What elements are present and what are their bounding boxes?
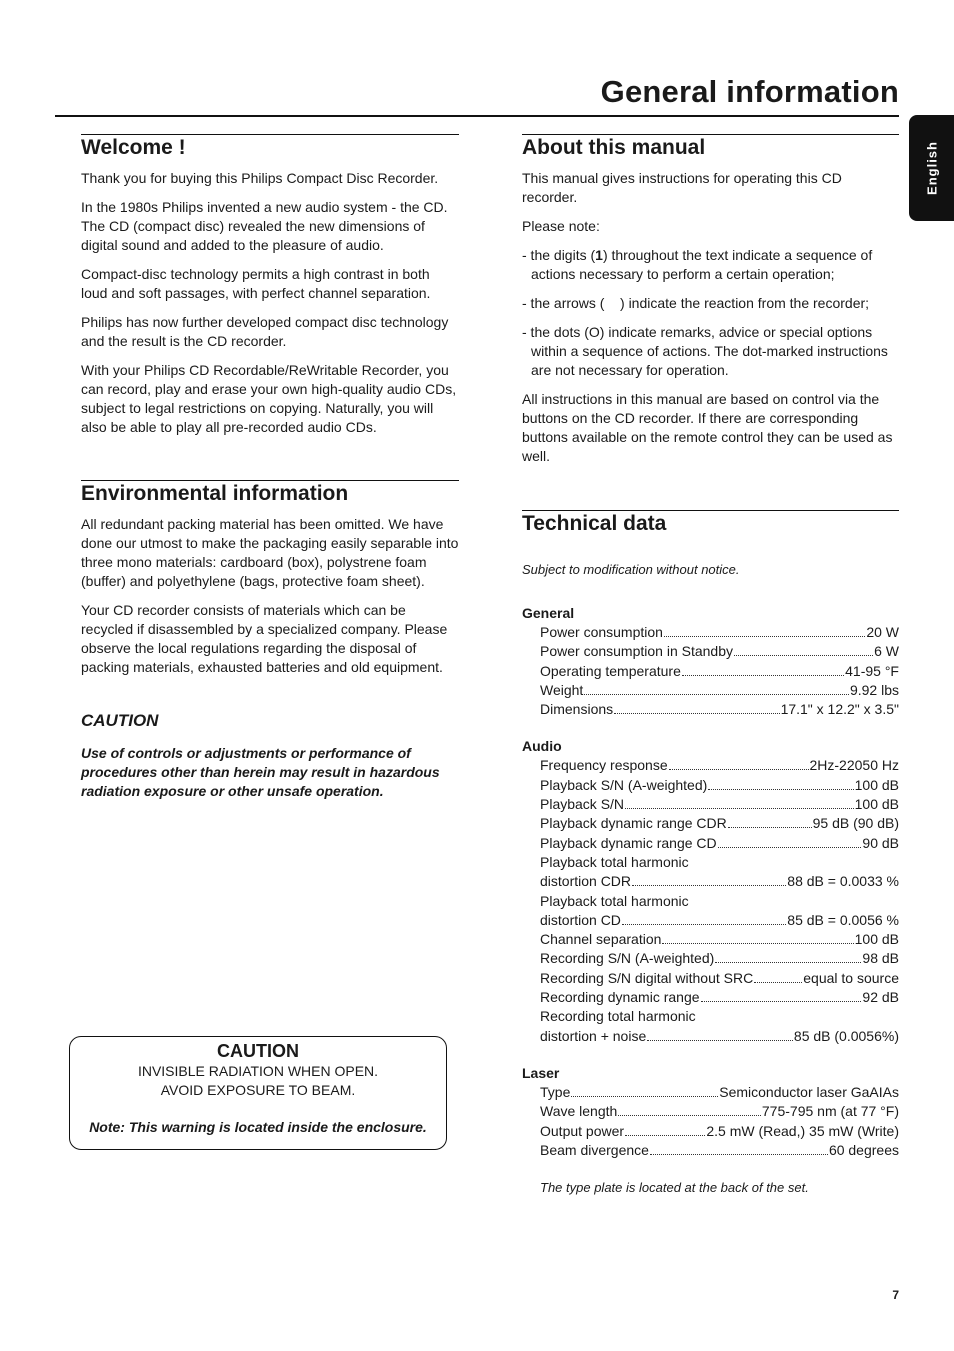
caution-box-note: Note: This warning is located inside the enclosure. bbox=[89, 1119, 427, 1135]
language-tab bbox=[909, 115, 954, 221]
spec-group-general-title: General bbox=[522, 605, 575, 621]
about-item-dots: - the dots (O) indicate remarks, advice or special options within a sequence of actions. The dot-marked instructions are not necessary for operation. bbox=[522, 324, 888, 378]
spec-row-label: Recording total harmonic bbox=[540, 1008, 696, 1025]
about-item-arrows: - the arrows ( ) indicate the reaction from the recorder; bbox=[522, 295, 870, 311]
spec-row: Frequency response 2Hz-22050 Hz bbox=[540, 757, 899, 774]
spec-row: Playback S/N 100 dB bbox=[540, 796, 899, 813]
caution-heading: CAUTION bbox=[81, 711, 159, 730]
left-column bbox=[81, 134, 459, 801]
technical-subject-note: Subject to modification without notice. bbox=[522, 562, 740, 577]
spec-row: Operating temperature 41-95 °F bbox=[540, 662, 899, 679]
welcome-section bbox=[81, 134, 459, 437]
about-item-digits: - the digits (1) throughout the text indicate a sequence of actions necessary to perform a certain operation; bbox=[522, 247, 873, 282]
spec-row: Recording S/N (A-weighted) 98 dB bbox=[540, 950, 899, 967]
page-title: General information bbox=[600, 74, 899, 109]
spec-group-general bbox=[540, 623, 899, 719]
spec-group-audio bbox=[540, 756, 899, 1045]
spec-group-laser-title: Laser bbox=[522, 1064, 560, 1081]
spec-row: distortion + noise 85 dB (0.0056%) bbox=[540, 1027, 899, 1044]
welcome-paragraph: Thank you for buying this Philips Compact Disc Recorder. bbox=[81, 170, 439, 186]
about-closing: All instructions in this manual are based on control via the buttons on the CD recorder. If there are corresponding buttons available on the remote control they can be used as well. bbox=[522, 391, 893, 464]
caution-box-line: INVISIBLE RADIATION WHEN OPEN. bbox=[137, 1063, 379, 1079]
spec-row-label: Playback total harmonic bbox=[540, 853, 689, 870]
about-heading: About this manual bbox=[522, 136, 706, 159]
spec-row: Playback dynamic range CD 90 dB bbox=[540, 834, 899, 851]
spec-row: distortion CDR 88 dB = 0.0033 % bbox=[540, 873, 899, 890]
technical-section bbox=[522, 510, 899, 1195]
page-number: 7 bbox=[892, 1288, 899, 1302]
spec-row: Recording dynamic range 92 dB bbox=[540, 989, 899, 1006]
environmental-section bbox=[81, 480, 459, 677]
spec-row: Output power 2.5 mW (Read,) 35 mW (Write) bbox=[540, 1122, 899, 1139]
caution-section bbox=[81, 711, 459, 801]
digit-one: 1 bbox=[595, 247, 603, 263]
welcome-paragraph: Compact-disc technology permits a high contrast in both loud and soft passages, with perfect channel separation. bbox=[81, 266, 431, 301]
environmental-heading: Environmental information bbox=[81, 482, 349, 505]
spec-row: Beam divergence 60 degrees bbox=[540, 1141, 899, 1158]
welcome-paragraph: In the 1980s Philips invented a new audio system - the CD. The CD (compact disc) revealed the new dimensions of digital sound and added to the pleasure of audio. bbox=[81, 199, 448, 253]
type-plate-note: The type plate is located at the back of the set. bbox=[540, 1180, 809, 1196]
welcome-paragraph: Philips has now further developed compact disc technology and the result is the CD recorder. bbox=[81, 314, 449, 349]
spec-group-audio-title: Audio bbox=[522, 738, 562, 755]
spec-row: distortion CD 85 dB = 0.0056 % bbox=[540, 911, 899, 928]
spec-row: Recording S/N digital without SRC equal to source bbox=[540, 969, 899, 986]
spec-row-label: Playback total harmonic bbox=[540, 892, 689, 909]
technical-heading: Technical data bbox=[522, 512, 667, 535]
about-please-note: Please note: bbox=[522, 218, 600, 234]
right-column bbox=[522, 134, 899, 1195]
environmental-paragraph: Your CD recorder consists of materials which can be recycled if disassembled by a specialized company. Please observe the local regulations regarding the disposal of packing materials, exhausted batteries and old equipment. bbox=[81, 602, 448, 675]
caution-text: Use of controls or adjustments or performance of procedures other than herein may result in hazardous radiation exposure or other unsafe operation. bbox=[81, 745, 440, 799]
spec-row: Type Semiconductor laser GaAIAs bbox=[540, 1083, 899, 1100]
language-tab-label: English bbox=[924, 141, 939, 195]
spec-row: Weight 9.92 lbs bbox=[540, 681, 899, 698]
spec-row: Playback dynamic range CDR 95 dB (90 dB) bbox=[540, 815, 899, 832]
environmental-paragraph: All redundant packing material has been omitted. We have done our utmost to make the packaging easily separable into three mono materials: cardboard (box), polystrene foam (buffer) and polyethylene (bags, protective foam sheet). bbox=[81, 516, 459, 589]
title-rule bbox=[55, 115, 899, 117]
caution-box-title: CAUTION bbox=[217, 1041, 299, 1061]
caution-box-line: AVOID EXPOSURE TO BEAM. bbox=[160, 1082, 356, 1098]
spec-row: Playback S/N (A-weighted) 100 dB bbox=[540, 776, 899, 793]
spec-row: Channel separation 100 dB bbox=[540, 931, 899, 948]
spec-row: Wave length 775-795 nm (at 77 °F) bbox=[540, 1103, 899, 1120]
spec-row: Power consumption 20 W bbox=[540, 624, 899, 640]
spec-row: Dimensions 17.1" x 12.2" x 3.5" bbox=[540, 701, 899, 718]
about-intro: This manual gives instructions for operating this CD recorder. bbox=[522, 170, 842, 205]
welcome-paragraph: With your Philips CD Recordable/ReWritable Recorder, you can record, play and erase your own high-quality audio CDs, subject to legal restrictions on copying. Naturally, you will also be able to play all pre-recorded audio CDs. bbox=[81, 362, 457, 435]
caution-label-box bbox=[69, 1036, 447, 1150]
welcome-heading: Welcome ! bbox=[81, 136, 186, 159]
spec-group-laser bbox=[540, 1083, 899, 1160]
spec-row: Power consumption in Standby 6 W bbox=[540, 643, 899, 660]
about-section bbox=[522, 134, 899, 466]
